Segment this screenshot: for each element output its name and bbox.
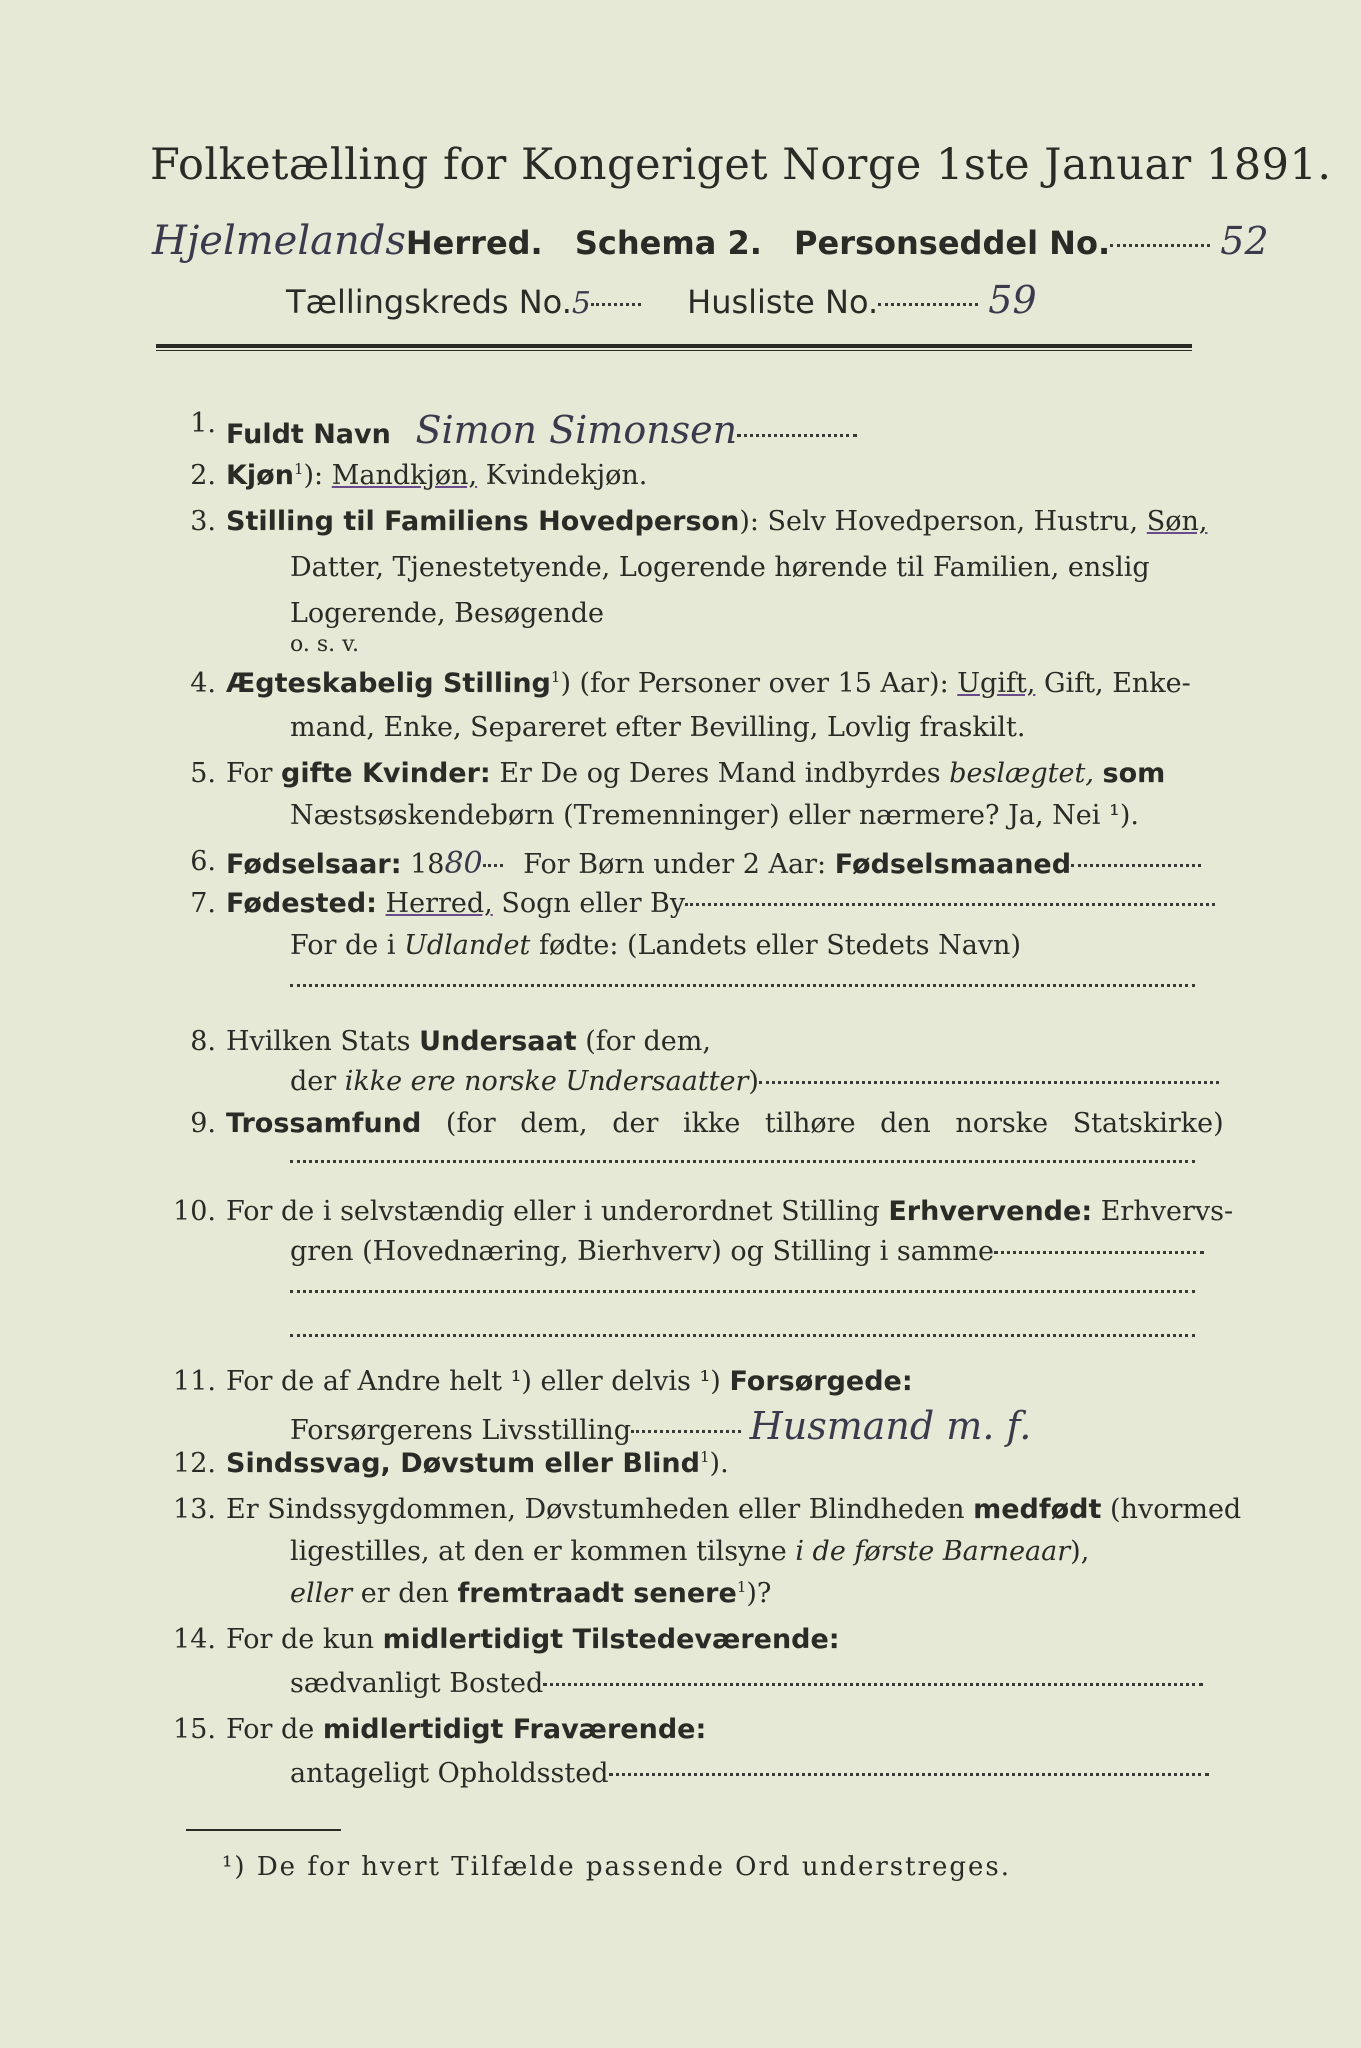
q13-bold: medfødt [973,1494,1102,1525]
q4-text: ) (for Personer over 15 Aar): [560,668,949,699]
item-number: 14. [173,1624,216,1655]
q8-bold: Undersaat [419,1026,577,1057]
q14-line2: sædvanligt Bosted [290,1668,544,1699]
q13-line1a: Er Sindssygdommen, Døvstumheden eller Blindheden [226,1494,965,1525]
q9-text: (for dem, der ikke tilhøre den norske Statskirke) [445,1108,1224,1139]
q13-line2a: ligestilles, at den er kommen tilsyne [290,1536,787,1567]
q9-line-1 [226,1108,1224,1139]
husliste-label: Husliste No. [687,283,879,321]
q13-line-1 [226,1494,1241,1525]
q1-dots [737,434,857,437]
q10-line1a: For de i selvstændig eller i underordnet Stilling [226,1196,880,1227]
q14-dots [543,1683,1203,1686]
schema-label: Schema 2. [574,224,762,262]
q8-dots [759,1081,1219,1084]
item-number: 13. [173,1494,216,1525]
q11-dots [631,1430,741,1433]
q10-line-2 [290,1236,1204,1267]
item-number: 2. [190,460,216,491]
q7-line2b: fødte: (Landets eller Stedets Navn) [538,930,1021,961]
q13-bold2: fremtraadt senere [457,1578,737,1609]
footnote: ¹) De for hvert Tilfælde passende Ord understreges. [222,1852,1012,1882]
q12-end: ). [709,1448,729,1479]
q11-answer-handwritten: Husmand m. f. [749,1404,1032,1448]
q12-label: Sindssvag, Døvstum eller Blind [226,1448,700,1479]
q7-answer-line [290,984,1195,987]
q13-line3a: eller [290,1578,353,1609]
q13-line-2 [290,1536,1089,1567]
q8-line-2 [290,1066,1219,1097]
q3-line-3: Logerende, Besøgende [290,598,604,629]
q14-line-1 [226,1624,840,1655]
q2-line: Kjøn$^1$): Mandkjøn, Kvindekjøn. [226,460,648,491]
item-number: 11. [173,1366,216,1397]
q8-line2b: ) [748,1066,759,1097]
q13-italic: i de første Barneaar [795,1536,1071,1567]
item-number: 4. [190,668,216,699]
q10-answer-line-1 [290,1290,1195,1293]
q5-text: Er De og Deres Mand indbyrdes [499,758,941,789]
q2-option-kvindekjon: Kvindekjøn. [485,460,648,491]
q10-dots [994,1251,1204,1254]
q8-line1b: (for dem, [585,1026,711,1057]
item-number: 7. [190,888,216,919]
header-rule-thin [156,350,1192,351]
q11-line2: Forsørgerens Livsstilling [290,1415,632,1446]
q6-line [226,846,1201,881]
q14-line-2 [290,1668,1203,1699]
q10-line1b: Erhvervs- [1100,1196,1234,1227]
q13-line2b: ), [1070,1536,1090,1567]
q1-answer-handwritten: Simon Simonsen [415,408,738,452]
krets-label: Tællingskreds No. [286,283,572,321]
q14-bold: midlertidigt Tilstedeværende: [382,1624,840,1655]
husliste-handwritten: 59 [988,278,1037,322]
q15-dots [609,1773,1209,1776]
q4-text-b: Gift, Enke- [1043,668,1191,699]
q11-line-1 [226,1366,913,1397]
q15-bold: midlertidigt Fraværende: [322,1714,707,1745]
q10-answer-line-2 [290,1334,1195,1337]
q4-label: Ægteskabelig Stilling [226,668,551,699]
q2-label: Kjøn [226,460,294,491]
q13-line1b: (hvormed [1110,1494,1242,1525]
q5-label: gifte Kvinder: [281,758,491,789]
q7-text: Sogn eller By [501,888,686,919]
q2-option-mandkjon: Mandkjøn, [331,460,478,491]
q5-pre: For [226,758,273,789]
q5-italic: beslægtet, [949,758,1094,789]
q6-prefix: 18 [410,849,445,880]
q13-line3b: er den [360,1578,449,1609]
q15-line-1 [226,1714,706,1745]
form-title: Folketælling for Kongeriget Norge 1ste Januar 1891. [150,140,1332,190]
q15-line2: antageligt Opholdssted [290,1758,609,1789]
item-number: 12. [173,1448,216,1479]
q7-udlandet: Udlandet [404,930,531,961]
q6-label-2: Fødselsmaaned [834,849,1072,880]
q11-line1a: For de af Andre helt ¹) eller delvis ¹) [226,1366,721,1397]
q3-line-2: Datter, Tjenestetyende, Logerende hørende til Familien, enslig [290,552,1150,583]
q7-line-2 [290,930,1021,961]
q7-line2a: For de i [290,930,396,961]
q13-line-3: eller er den fremtraadt senere$^1$)? [290,1578,772,1609]
item-number: 6. [190,846,216,877]
q7-line-1 [226,888,1215,919]
q6-year-handwritten: 80 [444,846,483,881]
q14-pre: For de kun [226,1624,374,1655]
q7-option-herred: Herred, [385,888,493,919]
herred-label: Herred. [405,224,543,262]
krets-dots [591,303,641,306]
q3-line-4: o. s. v. [290,632,359,657]
item-number: 3. [190,506,216,537]
q6-dots [483,864,503,867]
q3-option-son: Søn, [1146,506,1208,537]
q9-answer-line [290,1160,1195,1163]
q3-line-1 [226,506,1207,537]
krets-handwritten: 5 [571,286,591,321]
q4-line-2: mand, Enke, Separeret efter Bevilling, Lovlig fraskilt. [290,712,1026,743]
header-line-2 [286,278,1037,322]
q8-line2a: der [290,1066,337,1097]
q13-line3c: )? [746,1578,772,1609]
item-number: 10. [173,1196,216,1227]
item-number: 8. [190,1026,216,1057]
q10-line-1 [226,1196,1233,1227]
q10-line2: gren (Hovednæring, Bierhverv) og Stilling i samme [290,1236,995,1267]
personseddel-label: Personseddel No. [794,224,1111,262]
q1-label: Fuldt Navn [226,419,391,450]
q10-bold: Erhvervende: [888,1196,1093,1227]
q8-line1a: Hvilken Stats [226,1026,411,1057]
q6-mid: For Børn under 2 Aar: [523,849,827,880]
footnote-rule [186,1829,341,1831]
header-rule [156,344,1192,348]
q9-label: Trossamfund [226,1108,422,1139]
q11-line-2 [290,1404,1031,1448]
item-number: 1. [190,408,216,439]
husliste-dots [878,303,978,306]
q15-pre: For de [226,1714,315,1745]
header-line-1 [152,218,1269,264]
item-number: 9. [190,1108,216,1139]
q2-sup: 1 [293,460,304,478]
q3-text: ): Selv Hovedperson, Hustru, [739,506,1139,537]
personseddel-handwritten: 52 [1220,219,1269,263]
q1-line [226,408,857,452]
q5-line-2: Næstsøskendebørn (Tremenninger) eller nærmere? Ja, Nei ¹). [290,800,1139,831]
q3-label: Stilling til Familiens Hovedperson [226,506,740,537]
personseddel-dots [1110,244,1210,247]
q5-line-1 [226,758,1165,789]
q7-dots [685,903,1215,906]
q15-line-2 [290,1758,1209,1789]
q4-option-ugift: Ugift, [957,668,1036,699]
herred-handwritten: Hjelmelands [152,218,406,264]
q5-som: som [1102,758,1166,789]
q7-label: Fødested: [226,888,377,919]
item-number: 5. [190,758,216,789]
q6-label: Fødselsaar: [226,849,402,880]
q6-dots-2 [1071,864,1201,867]
q12-line: Sindssvag, Døvstum eller Blind$^1$). [226,1448,729,1479]
q8-line-1 [226,1026,711,1057]
item-number: 15. [173,1714,216,1745]
q8-italic: ikke ere norske Undersaatter [344,1066,749,1097]
q11-bold: Forsørgede: [729,1366,913,1397]
q4-line-1: Ægteskabelig Stilling$^1$) (for Personer over 15 Aar): Ugift, Gift, Enke- [226,668,1191,699]
